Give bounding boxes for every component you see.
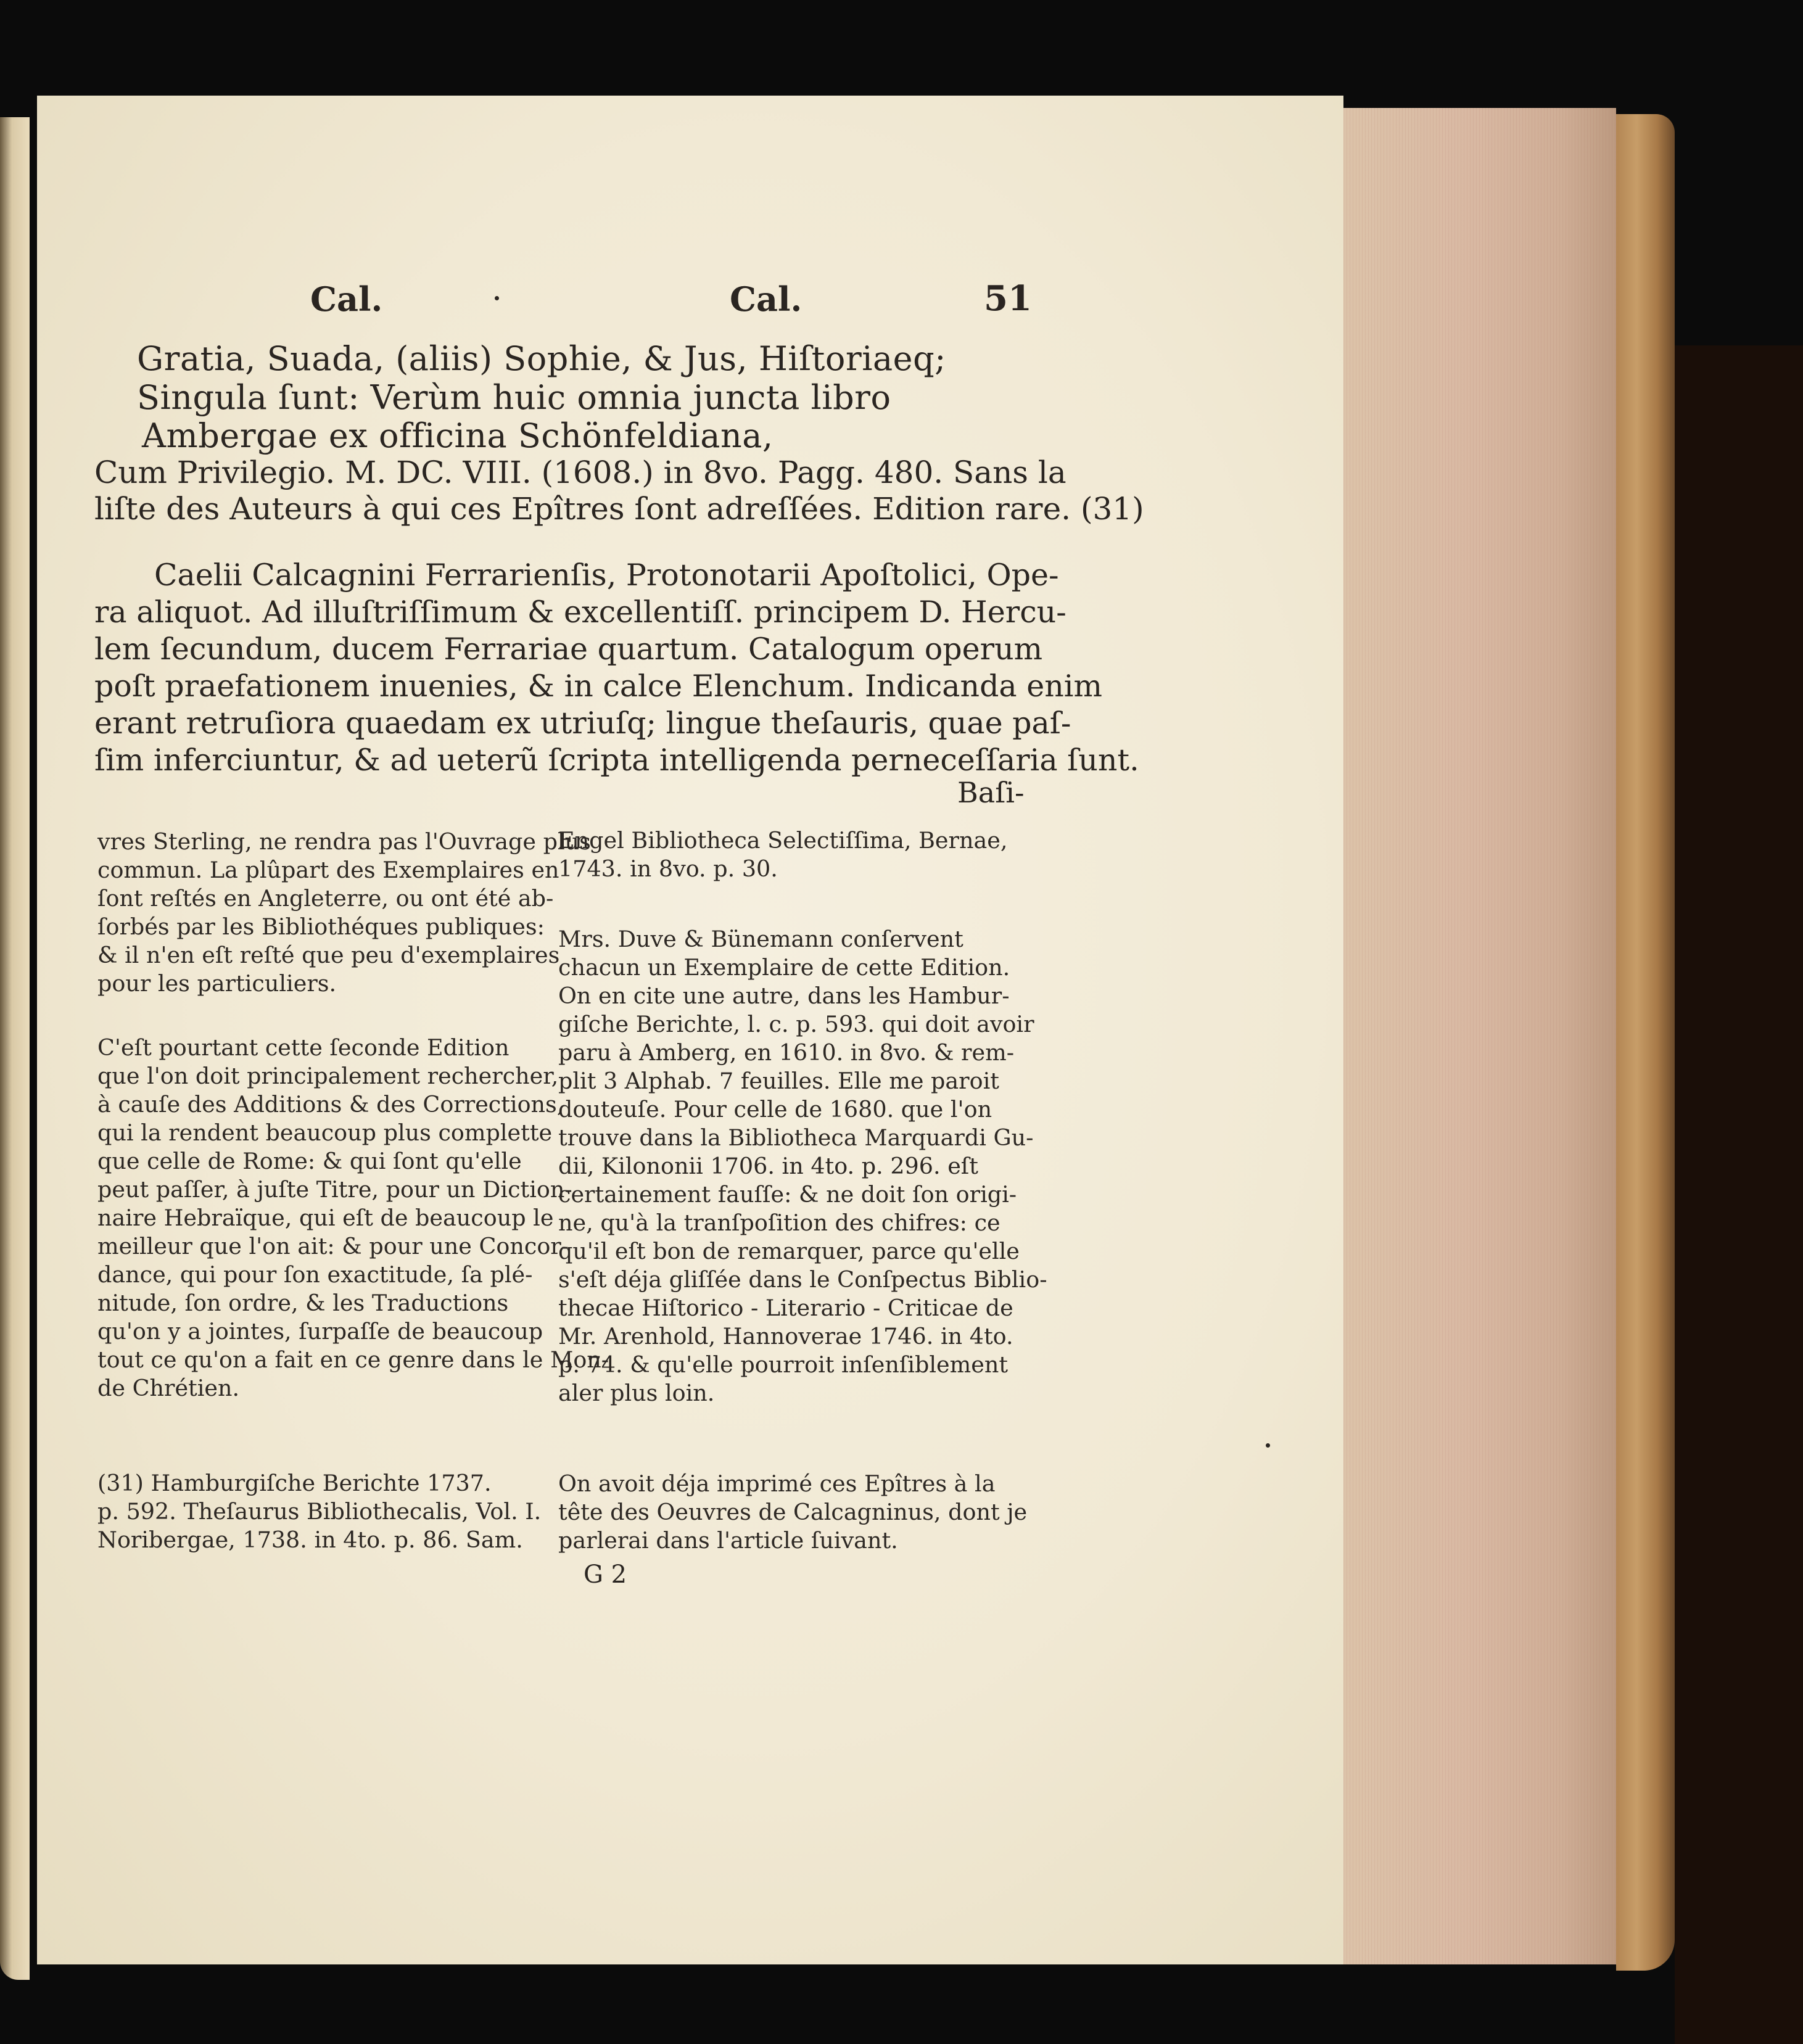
text-line: que celle de Rome: & qui ſont qu'elle bbox=[97, 1148, 522, 1174]
text-line: Mrs. Duve & Bünemann conſervent bbox=[558, 926, 963, 952]
text-line: C'eſt pourtant cette ſeconde Edition bbox=[97, 1034, 510, 1061]
catchword: Baſi- bbox=[957, 776, 1025, 809]
text-line: dance, qui pour ſon exactitude, ſa plé- bbox=[97, 1261, 533, 1288]
entry-line: Caelii Calcagnini Ferrarienſis, Protonotarii Apoſtolici, Ope- bbox=[154, 558, 1059, 593]
text-line: peut paſſer, à juſte Titre, pour un Diction- bbox=[97, 1176, 572, 1203]
text-line: douteuſe. Pour celle de 1680. que l'on bbox=[558, 1096, 992, 1123]
text-line: qui la rendent beaucoup plus complette bbox=[97, 1119, 553, 1146]
text-line: parlerai dans l'article ſuivant. bbox=[558, 1527, 898, 1554]
signature-mark: G 2 bbox=[584, 1560, 627, 1589]
text-line: p. 592. Theſaurus Bibliothecalis, Vol. I. bbox=[97, 1498, 542, 1525]
text-line: thecae Hiſtorico - Literario - Criticae de bbox=[558, 1295, 1013, 1321]
verse-line: Singula ſunt: Verùm huic omnia juncta libro bbox=[137, 378, 891, 417]
imprint-line: liſte des Auteurs à qui ces Epîtres ſont adreſſées. Edition rare. (31) bbox=[94, 491, 1144, 527]
text-line: de Chrétien. bbox=[97, 1375, 240, 1401]
text-line: naire Hebraïque, qui eſt de beaucoup le bbox=[97, 1205, 554, 1231]
entry-line: erant retruſiora quaedam ex utriuſq; lingue theſauris, quae paſ- bbox=[94, 706, 1071, 741]
text-line: trouve dans la Bibliotheca Marquardi Gu- bbox=[558, 1124, 1034, 1151]
backdrop bbox=[1675, 345, 1803, 2044]
verse-line: Ambergae ex officina Schönfeldiana, bbox=[142, 416, 774, 455]
entry-line: poſt praefationem inuenies, & in calce Elenchum. Indicanda enim bbox=[94, 669, 1102, 704]
text-line: ne, qu'à la tranſpoſition des chifres: ce bbox=[558, 1210, 1001, 1236]
text-line: dii, Kilononii 1706. in 4to. p. 296. eſt bbox=[558, 1153, 978, 1179]
right-column-paragraph bbox=[558, 826, 1007, 883]
text-line: certainement fauſſe: & ne doit ſon origi- bbox=[558, 1181, 1017, 1208]
text-line: giſche Berichte, l. c. p. 593. qui doit avoir bbox=[558, 1011, 1034, 1037]
right-column-paragraph bbox=[558, 1470, 1027, 1555]
margin-mark bbox=[1266, 1443, 1270, 1448]
text-line: Engel Bibliotheca Selectiſſima, Bernae, bbox=[558, 827, 1008, 854]
text-line: On en cite une autre, dans les Hambur- bbox=[558, 983, 1010, 1009]
footnote bbox=[97, 1469, 541, 1554]
text-line: (31) Hamburgiſche Berichte 1737. bbox=[97, 1470, 492, 1496]
text-line: p. 74. & qu'elle pourroit inſenſiblement bbox=[558, 1351, 1009, 1378]
verse-line: Gratia, Suada, (aliis) Sophie, & Jus, Hiſtoriaeq; bbox=[137, 339, 946, 378]
text-line: 1743. in 8vo. p. 30. bbox=[558, 855, 778, 882]
page-number: 51 bbox=[984, 278, 1032, 319]
text-line: ſorbés par les Bibliothéques publiques: bbox=[97, 913, 545, 940]
text-line: On avoit déja imprimé ces Epîtres à la bbox=[558, 1470, 996, 1497]
text-line: & il n'en eſt reſté que peu d'exemplaires bbox=[97, 942, 560, 968]
text-line: paru à Amberg, en 1610. in 8vo. & rem- bbox=[558, 1039, 1015, 1066]
text-line: meilleur que l'on ait: & pour une Concor- bbox=[97, 1233, 569, 1259]
head-separator-dot bbox=[495, 296, 499, 300]
entry-line: ra aliquot. Ad illuſtriſſimum & excellentiſſ. principem D. Hercu- bbox=[94, 595, 1067, 630]
text-line: chacun un Exemplaire de cette Edition. bbox=[558, 954, 1010, 981]
page-block-edges bbox=[1343, 108, 1616, 1964]
text-line: nitude, ſon ordre, & les Traductions bbox=[97, 1290, 509, 1316]
text-line: que l'on doit principalement rechercher, bbox=[97, 1063, 559, 1089]
text-line: ſont reſtés en Angleterre, ou ont été ab- bbox=[97, 885, 554, 912]
text-line: pour les particuliers. bbox=[97, 970, 337, 997]
text-line: aler plus loin. bbox=[558, 1380, 715, 1406]
imprint-line: Cum Privilegio. M. DC. VIII. (1608.) in 8vo. Pagg. 480. Sans la bbox=[94, 455, 1067, 490]
right-column-paragraph bbox=[558, 925, 1047, 1407]
text-line: s'eſt déja gliſſée dans le Conſpectus Biblio- bbox=[558, 1266, 1047, 1293]
entry-line: ſim inferciuntur, & ad ueterũ ſcripta intelligenda perneceſſaria ſunt. bbox=[94, 743, 1139, 778]
left-column-paragraph bbox=[97, 1034, 609, 1403]
previous-page-edge bbox=[0, 117, 30, 1980]
text-line: qu'il eſt bon de remarquer, parce qu'elle bbox=[558, 1238, 1020, 1264]
text-line: vres Sterling, ne rendra pas l'Ouvrage plus bbox=[97, 828, 591, 855]
text-line: plit 3 Alphab. 7 feuilles. Elle me paroit bbox=[558, 1068, 999, 1094]
text-line: tout ce qu'on a fait en ce genre dans le Mon- bbox=[97, 1346, 609, 1373]
entry-line: lem ſecundum, ducem Ferrariae quartum. Catalogum operum bbox=[94, 632, 1043, 667]
text-line: tête des Oeuvres de Calcagninus, dont je bbox=[558, 1499, 1028, 1525]
running-head-left: Cal. bbox=[310, 279, 383, 319]
text-line: Noribergae, 1738. in 4to. p. 86. Sam. bbox=[97, 1527, 523, 1553]
left-column-paragraph bbox=[97, 828, 591, 998]
text-line: Mr. Arenhold, Hannoverae 1746. in 4to. bbox=[558, 1323, 1013, 1350]
text-line: à cauſe des Additions & des Corrections, bbox=[97, 1091, 564, 1118]
text-line: qu'on y a jointes, ſurpaſſe de beaucoup bbox=[97, 1318, 543, 1345]
cover-board bbox=[1616, 114, 1675, 1971]
text-line: commun. La plûpart des Exemplaires en bbox=[97, 857, 559, 883]
running-head-center: Cal. bbox=[730, 279, 802, 319]
